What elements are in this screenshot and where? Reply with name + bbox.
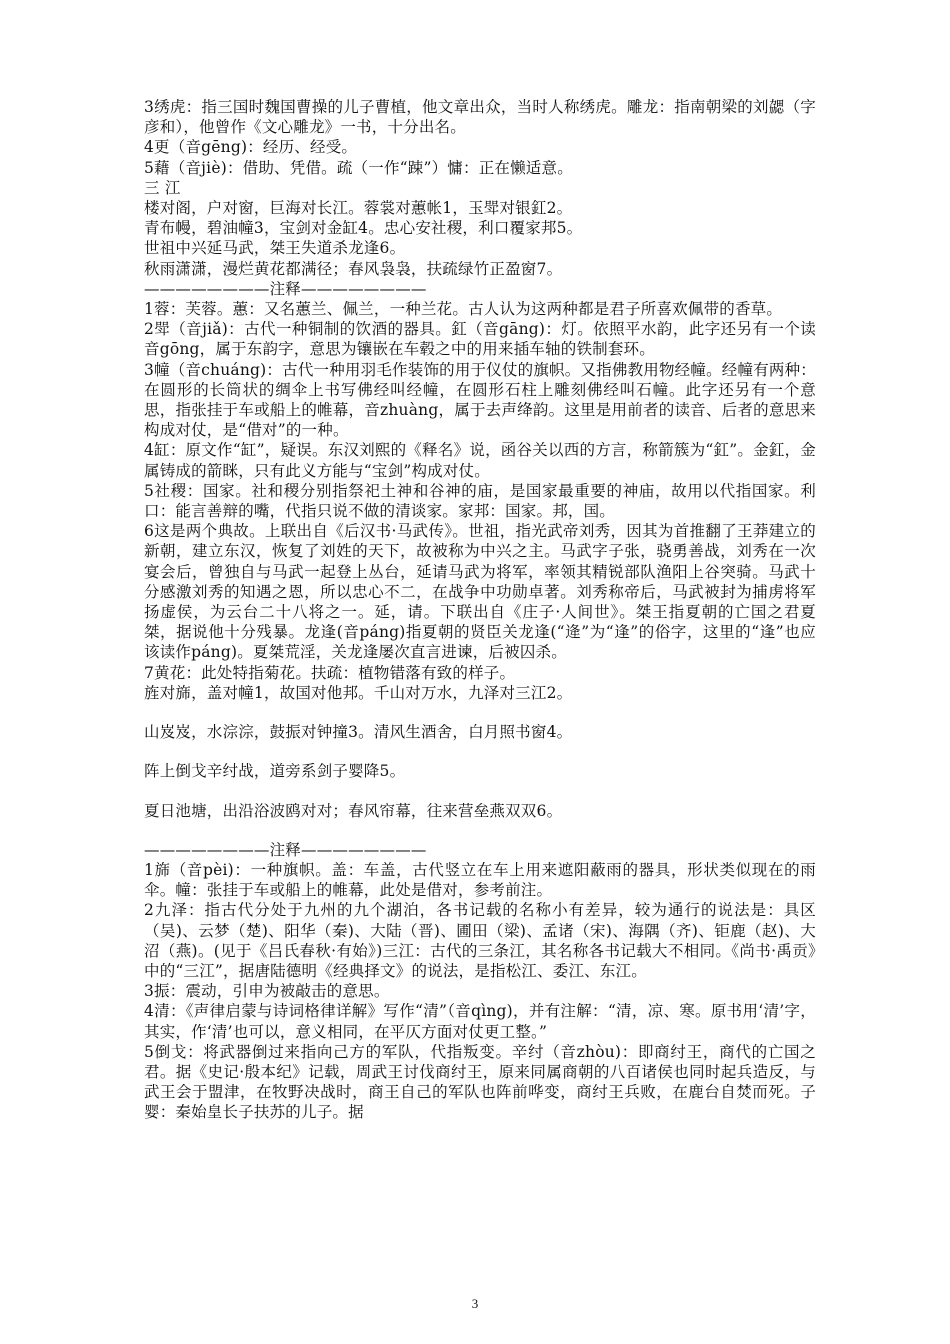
page-number: 3	[471, 1296, 479, 1311]
paragraph-gap	[144, 742, 816, 761]
paragraph: 1蓉：芙蓉。蕙：又名蕙兰、佩兰，一种兰花。古人认为这两种都是君子所喜欢佩带的香草。	[144, 300, 783, 319]
paragraph: 2斝（音jiǎ)：古代一种铜制的饮酒的器具。釭（音gāng)：灯。依照平水韵，此字还另有一个读音gōng，属于东韵字，意思为镶嵌在车毂之中的用来插车轴的铁制套环。	[144, 320, 816, 359]
verse-line: 阵上倒戈辛纣战，道旁系剑子婴降5。	[144, 762, 406, 781]
paragraph: 5社稷：国家。社和稷分别指祭祀土神和谷神的庙，是国家最重要的神庙，故用以代指国家。利口：能言善辩的嘴，代指只说不做的清谈家。家邦：国家。邦，国。	[144, 481, 816, 521]
paragraph: 2九泽：指古代分处于九州的九个湖泊，各书记载的名称小有差异，较为通行的说法是：具区（吴)、云梦（楚)、阳华（秦)、大陆（晋)、圃田（梁)、孟诸（宋)、海隅（齐)、钜鹿（赵)、大沼（燕)。(见于《吕氏春秋·有始》)三江：古代的三条江，其名称各书记载大不相同。《尚书·禹贡》中的“三江”，据唐陆德明《经典择文》的说法，是指松江、委江、东江。	[144, 901, 816, 980]
paragraph: 3绣虎：指三国时魏国曹操的儿子曹植，他文章出众，当时人称绣虎。雕龙：指南朝梁的刘勰（字彦和），他曾作《文心雕龙》一书，十分出名。	[144, 98, 816, 137]
paragraph: 4更（音gēng)：经历、经受。	[144, 138, 358, 157]
paragraph: 5倒戈：将武器倒过来指向己方的军队，代指叛变。辛纣（音zhòu)：即商纣王，商代的亡国之君。据《史记·殷本纪》记载，周武王讨伐商纣王，原来同属商朝的八百诸侯也同时起兵造反，与武王会于盟津，在牧野决战时，商王自己的军队也阵前哗变，商纣王兵败，在鹿台自焚而死。子婴：秦始皇长子扶苏的儿子。据	[144, 1042, 816, 1122]
paragraph: 世祖中兴延马武，桀王失道杀龙逢6。	[144, 239, 406, 258]
paragraph-gap	[144, 782, 816, 801]
paragraph: 3振：震动，引申为被敲击的意思。	[144, 982, 390, 1001]
verse-line: 山岌岌，水淙淙，鼓振对钟撞3。清风生酒舍，白月照书窗4。	[144, 723, 573, 742]
text-block-1	[144, 97, 816, 703]
paragraph: 楼对阁，户对窗，巨海对长江。蓉裳对蕙帐1，玉斝对银釭2。	[144, 199, 573, 218]
paragraph: 7黄花：此处特指菊花。扶疏：植物错落有致的样子。	[144, 663, 516, 682]
paragraph: 青布幔，碧油幢3，宝剑对金缸4。忠心安社稷，利口覆家邦5。	[144, 219, 583, 238]
text-block-5	[144, 840, 816, 1123]
paragraph: 3幢（音chuáng)：古代一种用羽毛作装饰的用于仪仗的旗帜。又指佛教用物经幢。经幢有两种：在圆形的长筒状的绸伞上书写佛经叫经幢，在圆形石柱上雕刻佛经叫石幢。此字还另有一个意思，指张挂于车或船上的帷幕，音zhuàng，属于去声绛韵。这里是用前者的读音、后者的意思来构成对仗，是“借对”的一种。	[144, 360, 816, 440]
paragraph: 三 江	[144, 178, 181, 197]
paragraph: 5藉（音jiè)：借助、凭借。疏（一作“踈”）慵：正在懒适意。	[144, 158, 573, 177]
page-content	[144, 97, 816, 1123]
paragraph: 4清：《声律启蒙与诗词格律详解》写作“清”（音qìng)，并有注解：“清，凉、寒。原书用‘清’字，其实，作‘清’也可以，意义相同，在平仄方面对仗更工整。”	[144, 1002, 816, 1041]
verse-line: 夏日池塘，出沿浴波鸥对对；春风帘幕，往来营垒燕双双6。	[144, 801, 563, 820]
paragraph: 旌对旆，盖对幢1，故国对他邦。千山对万水，九泽对三江2。	[144, 683, 573, 702]
paragraph: 4缸：原文作“缸”，疑误。东汉刘熙的《释名》说，函谷关以西的方言，称箭簇为“釭”。金釭，金属铸成的箭眯，只有此义方能与“宝剑”构成对仗。	[144, 441, 816, 480]
paragraph: 秋雨潇潇，漫烂黄花都满径；春风袅袅，扶疏绿竹正盈窗7。	[144, 259, 563, 278]
paragraph: ————————注释————————	[144, 279, 427, 298]
paragraph: 1旆（音pèi)：一种旗帜。盖：车盖，古代竖立在车上用来遮阳蔽雨的器具，形状类似现在的雨伞。幢：张挂于车或船上的帷幕，此处是借对，参考前注。	[144, 860, 816, 900]
paragraph-gap	[144, 703, 816, 722]
paragraph-gap	[144, 821, 816, 840]
paragraph: 6这是两个典故。上联出自《后汉书·马武传》。世祖，指光武帝刘秀，因其为首推翻了王莽建立的新朝，建立东汉，恢复了刘姓的天下，故被称为中兴之主。马武字子张，骁勇善战，刘秀在一次宴会后，曾独自与马武一起登上丛台，延请马武为将军，率领其精锐部队渔阳上谷突骑。马武十分感激刘秀的知遇之恩，所以忠心不二，在战争中功勋卓著。刘秀称帝后，马武被封为捕虏将军扬虚侯，为云台二十八将之一。延，请。下联出自《庄子·人间世》。桀王指夏朝的亡国之君夏桀，据说他十分残暴。龙逢(音páng)指夏朝的贤臣关龙逢(“逄”为“逢”的俗字，这里的“逢”也应该读作páng)。夏桀荒淫，关龙逢屡次直言进谏，后被囚杀。	[144, 522, 816, 662]
paragraph: ————————注释————————	[144, 840, 427, 859]
